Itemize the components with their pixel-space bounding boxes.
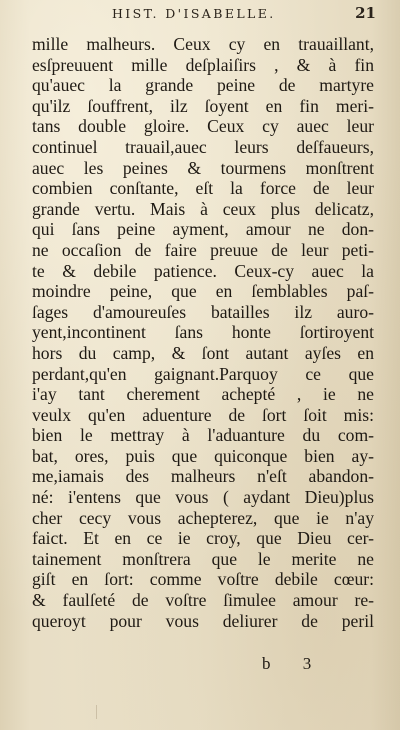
- page-number: 21: [355, 4, 376, 22]
- signature-mark: b 3: [262, 654, 326, 673]
- text-line: veulx qu'en aduenture de ſort ſoit mis:: [32, 404, 374, 425]
- text-line: queroyt pour vous deliurer de peril: [32, 610, 374, 631]
- text-line: tainement monſtrera que le merite ne: [32, 548, 374, 569]
- text-line: grande vertu. Mais à ceux plus delicatz,: [32, 198, 374, 219]
- text-line: continuel trauail,auec leurs deſfaueurs,: [32, 136, 374, 157]
- text-line: bien le mettray à l'aduanture du com-: [32, 425, 374, 446]
- text-line: qu'ilz ſouffrent, ilz ſoyent en fin meri-: [32, 95, 374, 116]
- text-line: esſpreuuent mille deſplaiſirs , & à fin: [32, 54, 374, 75]
- text-line: qu'auec la grande peine de martyre: [32, 75, 374, 96]
- text-line: mille malheurs. Ceux cy en trauaillant,: [32, 34, 374, 54]
- text-line: yent,incontinent ſans honte ſortiroyent: [32, 322, 374, 343]
- text-line: faict. Et en ce ie croy, que Dieu cer-: [32, 528, 374, 549]
- text-line: cher cecy vous achepterez, que ie n'ay: [32, 507, 374, 528]
- text-line: giſt en ſort: comme voſtre debile cœur:: [32, 569, 374, 590]
- text-line: i'ay tant cherement achepté , ie ne: [32, 384, 374, 405]
- text-line: qui ſans peine ayment, amour ne don-: [32, 219, 374, 240]
- text-line: hors du camp, & ſont autant ayſes en: [32, 342, 374, 363]
- text-line: moindre peine, que en ſemblables paſ-: [32, 281, 374, 302]
- text-line: te & debile patience. Ceux-cy auec la: [32, 260, 374, 281]
- body-text: [32, 34, 374, 631]
- text-line: tans double gloire. Ceux cy auec leur: [32, 116, 374, 137]
- text-line: ne occaſion de faire preuue de leur peti-: [32, 239, 374, 260]
- text-line: auec les peines & tourmens monſtrent: [32, 157, 374, 178]
- text-line: me,iamais des malheurs n'eſt abandon-: [32, 466, 374, 487]
- text-line: combien conſtante, eſt la force de leur: [32, 178, 374, 199]
- text-line: perdant,qu'en gaignant.Parquoy ce que: [32, 363, 374, 384]
- text-line: bat, ores, puis que quiconque bien ay-: [32, 445, 374, 466]
- text-line: & faulſeté de voſtre ſimulee amour re-: [32, 590, 374, 611]
- text-line: né: i'entens que vous ( aydant Dieu)plus: [32, 487, 374, 508]
- text-line: ſages d'amoureuſes batailles ilz auro-: [32, 301, 374, 322]
- paper-mark: [96, 705, 107, 719]
- running-head: HIST. D'ISABELLE.: [112, 6, 276, 21]
